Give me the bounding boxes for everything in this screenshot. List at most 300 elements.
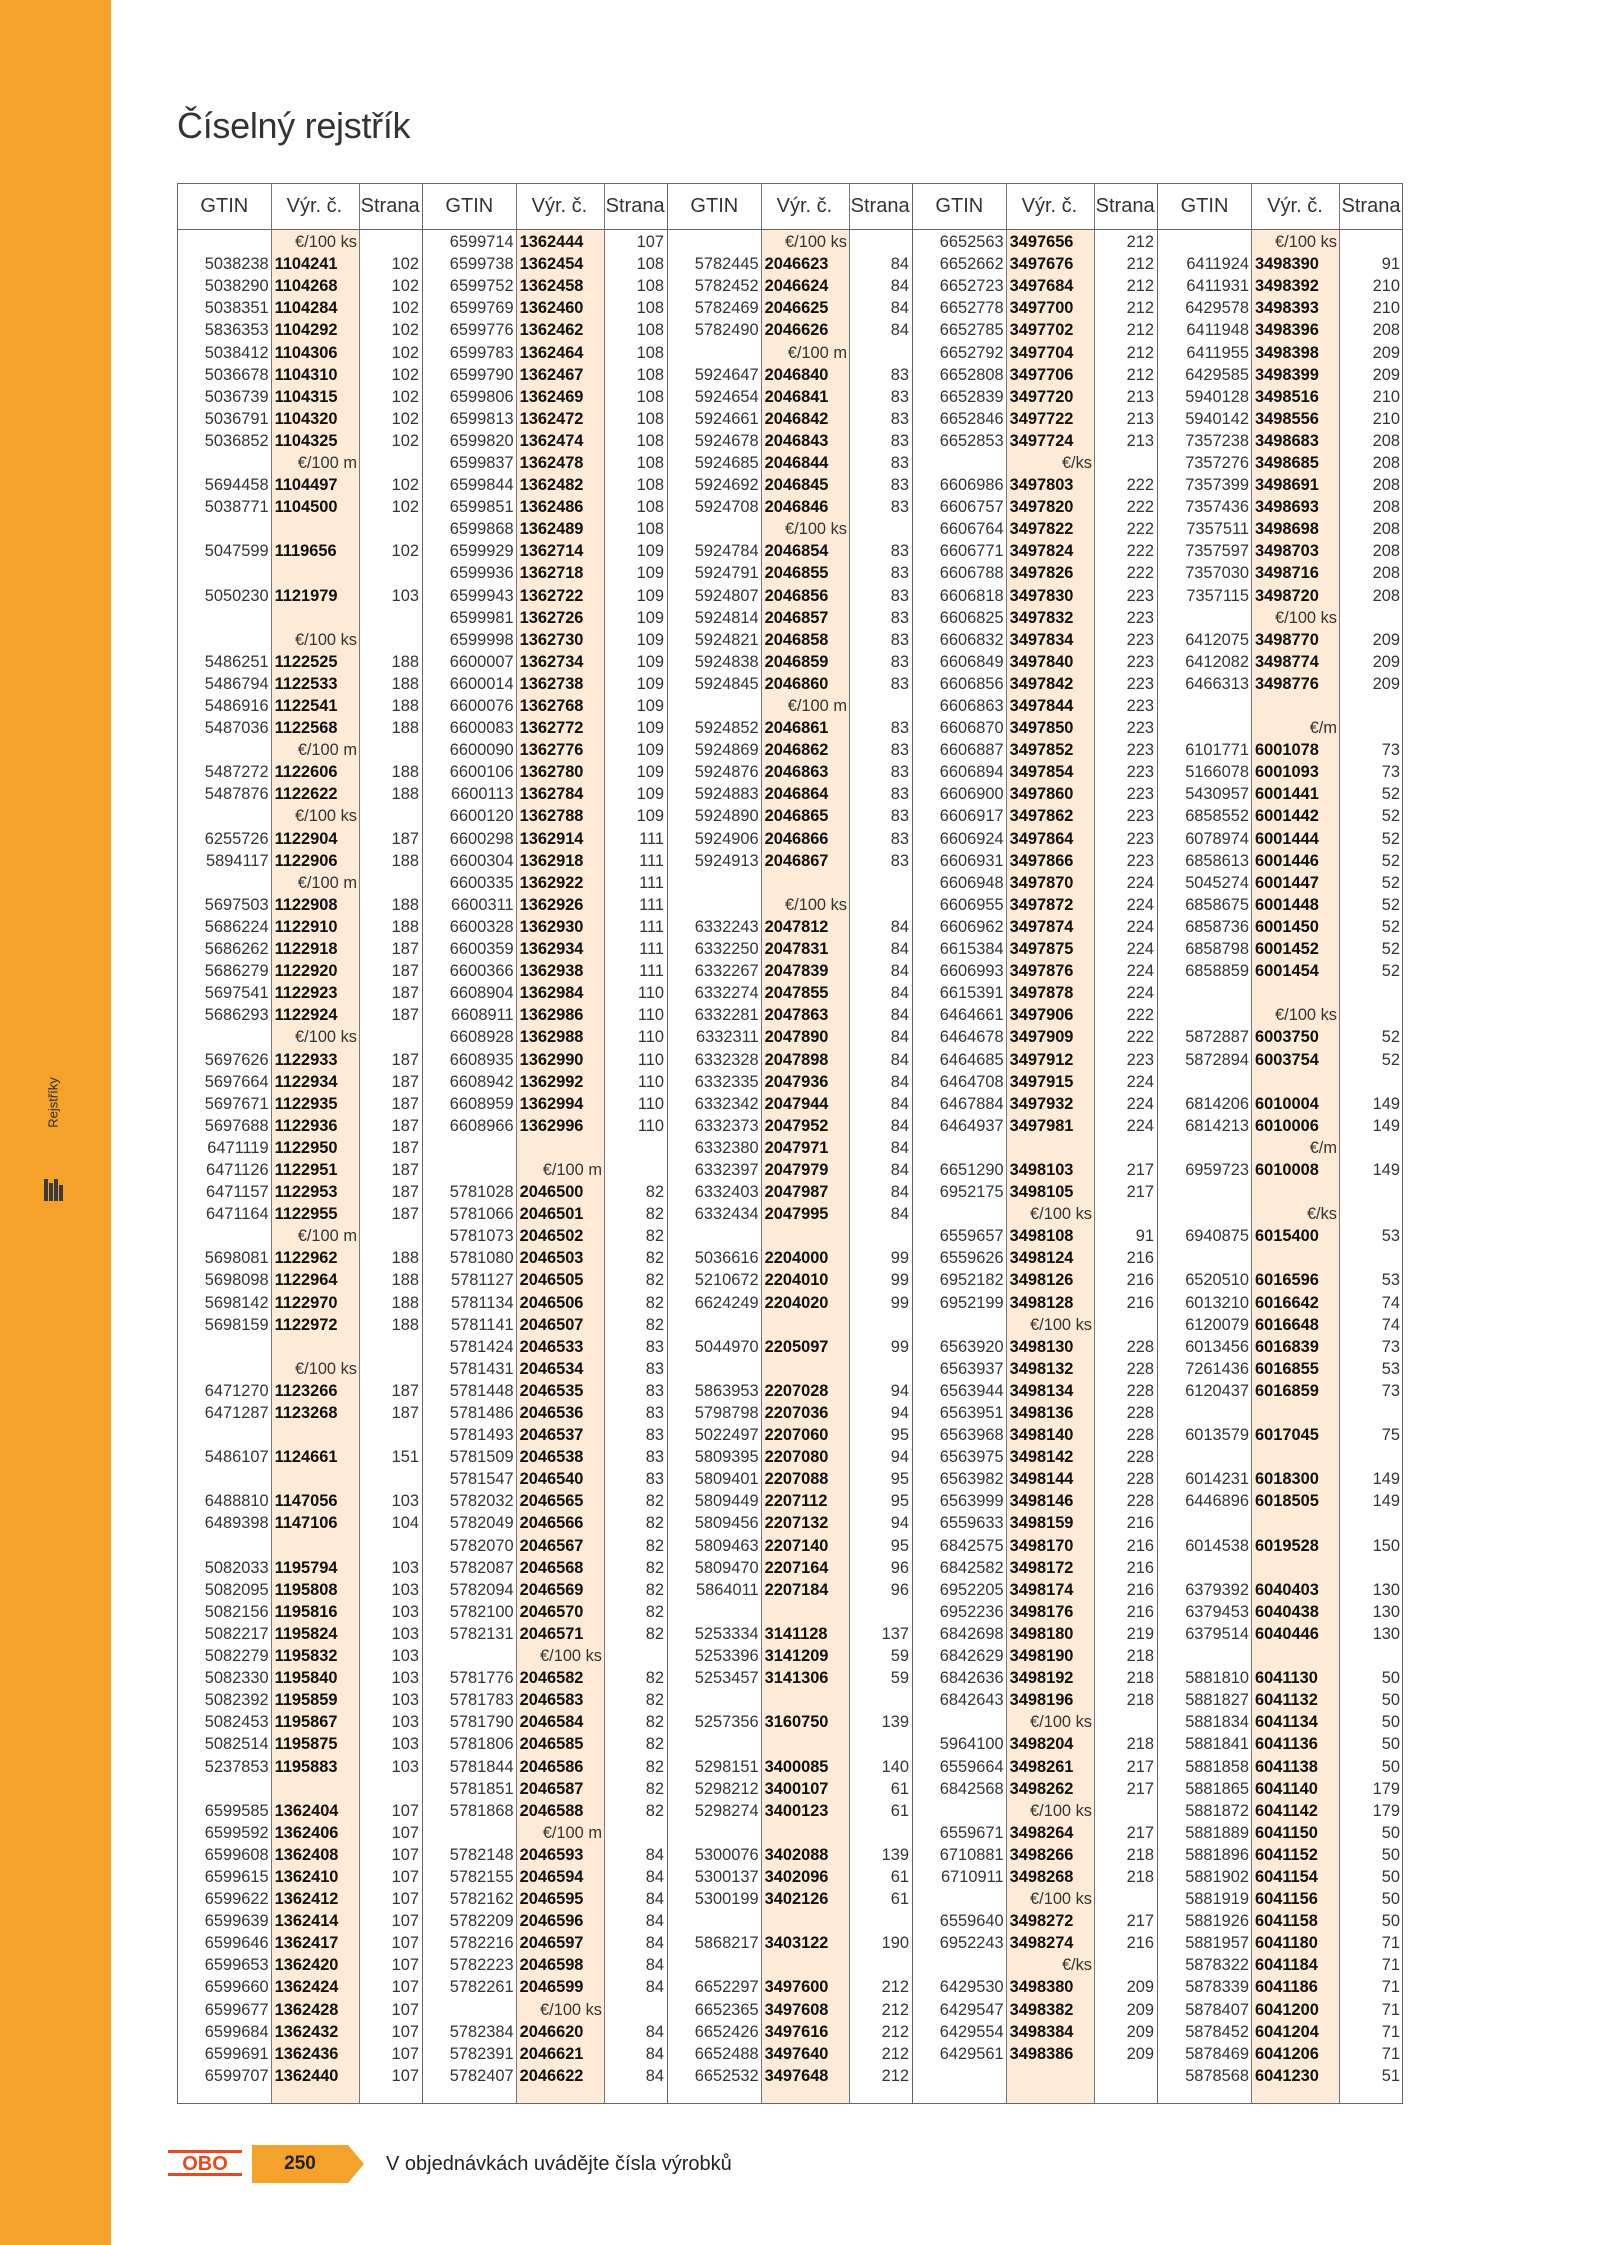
page-ref: 217 bbox=[1126, 1779, 1154, 1798]
product-number: 1362464 bbox=[519, 343, 584, 362]
table-row bbox=[913, 828, 1157, 850]
table-row bbox=[668, 386, 912, 408]
gtin-code: 6652778 bbox=[939, 299, 1004, 318]
table-row bbox=[423, 1402, 667, 1424]
gtin-code: 5036791 bbox=[204, 409, 269, 428]
page-ref: 84 bbox=[645, 2044, 664, 2063]
page-ref: 84 bbox=[890, 1072, 909, 1091]
page-ref: 111 bbox=[639, 873, 664, 892]
gtin-code: 5781509 bbox=[449, 1448, 514, 1467]
unit-row bbox=[1158, 1203, 1403, 1225]
gtin-code: 6559640 bbox=[939, 1912, 1004, 1931]
index-column bbox=[423, 184, 668, 2103]
product-number: 1122950 bbox=[274, 1138, 338, 1157]
header-product-number: Výr. č. bbox=[776, 195, 833, 217]
table-row bbox=[913, 275, 1157, 297]
gtin-code: 7357597 bbox=[1185, 542, 1249, 561]
product-number: 3497870 bbox=[1009, 873, 1074, 892]
table-row bbox=[423, 1512, 667, 1534]
table-row bbox=[913, 518, 1157, 540]
product-number: 3497844 bbox=[1009, 697, 1074, 716]
page-ref: 61 bbox=[890, 1867, 909, 1886]
table-row bbox=[1158, 960, 1403, 982]
header-page: Strana bbox=[850, 195, 910, 217]
table-row bbox=[913, 1778, 1157, 1800]
page-ref: 224 bbox=[1126, 917, 1154, 936]
product-number: 1362768 bbox=[519, 697, 584, 716]
page-ref: 107 bbox=[391, 2000, 419, 2019]
gtin-code: 5924906 bbox=[694, 829, 759, 848]
gtin-code: 5924869 bbox=[694, 741, 759, 760]
table-row bbox=[423, 386, 667, 408]
page-ref: 84 bbox=[890, 1183, 909, 1202]
page-ref: 52 bbox=[1381, 851, 1400, 870]
gtin-code: 5809456 bbox=[694, 1514, 759, 1533]
page-ref: 73 bbox=[1381, 763, 1400, 782]
gtin-code: 6599837 bbox=[449, 453, 514, 472]
page-ref: 50 bbox=[1381, 1691, 1400, 1710]
product-number: 3497702 bbox=[1009, 321, 1074, 340]
product-number: 1362406 bbox=[274, 1823, 339, 1842]
page-ref: 188 bbox=[391, 785, 419, 804]
table-row bbox=[423, 1623, 667, 1645]
logo-text: OBO bbox=[182, 2153, 228, 2175]
product-number: 1122533 bbox=[274, 674, 338, 693]
product-number: 6001093 bbox=[1255, 763, 1319, 782]
product-number: 1147106 bbox=[274, 1514, 338, 1533]
page-ref: 223 bbox=[1126, 674, 1154, 693]
product-number: 3498556 bbox=[1255, 409, 1319, 428]
page-ref: 108 bbox=[636, 520, 664, 539]
table-row bbox=[1158, 1866, 1403, 1888]
gtin-code: 5881902 bbox=[1185, 1867, 1249, 1886]
product-number: 6041184 bbox=[1255, 1956, 1318, 1975]
table-row bbox=[668, 364, 912, 386]
table-row bbox=[1158, 562, 1403, 584]
spacer-row bbox=[178, 1336, 422, 1358]
gtin-code: 6952175 bbox=[939, 1183, 1004, 1202]
page-ref: 187 bbox=[391, 1138, 419, 1157]
gtin-code: 6520510 bbox=[1185, 1271, 1249, 1290]
page-ref: 218 bbox=[1126, 1647, 1154, 1666]
page-number-box bbox=[252, 2145, 364, 2183]
price-unit: €/100 ks bbox=[785, 233, 847, 252]
table-row bbox=[178, 651, 422, 673]
product-number: 2046845 bbox=[764, 476, 829, 495]
product-number: 3498144 bbox=[1009, 1470, 1074, 1489]
product-number: 1195832 bbox=[274, 1647, 338, 1666]
product-number: 6041152 bbox=[1255, 1845, 1318, 1864]
gtin-code: 5082217 bbox=[204, 1624, 269, 1643]
table-row bbox=[668, 938, 912, 960]
table-row bbox=[178, 1999, 422, 2021]
gtin-code: 5082279 bbox=[204, 1647, 269, 1666]
table-row bbox=[423, 695, 667, 717]
table-row bbox=[178, 1844, 422, 1866]
gtin-code: 5872894 bbox=[1185, 1050, 1249, 1069]
table-row bbox=[178, 1711, 422, 1733]
page-ref: 52 bbox=[1381, 785, 1400, 804]
page-ref: 83 bbox=[890, 586, 909, 605]
page-ref: 212 bbox=[1126, 343, 1154, 362]
gtin-code: 5022497 bbox=[694, 1426, 759, 1445]
gtin-code: 6842698 bbox=[939, 1624, 1004, 1643]
table-row bbox=[913, 717, 1157, 739]
gtin-code: 5881810 bbox=[1185, 1669, 1249, 1688]
product-number: 3497850 bbox=[1009, 719, 1074, 738]
table-row bbox=[423, 982, 667, 1004]
product-number: 3498262 bbox=[1009, 1779, 1074, 1798]
table-row bbox=[668, 1159, 912, 1181]
gtin-code: 6600014 bbox=[449, 674, 514, 693]
gtin-code: 5082453 bbox=[204, 1713, 269, 1732]
gtin-code: 6078974 bbox=[1185, 829, 1249, 848]
gtin-code: 5924852 bbox=[694, 719, 759, 738]
gtin-code: 6606757 bbox=[939, 498, 1004, 517]
gtin-code: 6599813 bbox=[449, 409, 514, 428]
product-number: 2046594 bbox=[519, 1867, 584, 1886]
gtin-code: 5881957 bbox=[1185, 1934, 1249, 1953]
page-ref: 209 bbox=[1126, 1978, 1154, 1997]
table-row bbox=[668, 1800, 912, 1822]
table-row bbox=[423, 1888, 667, 1910]
gtin-code: 6332434 bbox=[694, 1205, 759, 1224]
gtin-code: 5781066 bbox=[449, 1205, 514, 1224]
unit-row bbox=[668, 341, 912, 363]
gtin-code: 5781790 bbox=[449, 1713, 514, 1732]
table-row bbox=[423, 1071, 667, 1093]
product-number: 3498390 bbox=[1255, 255, 1319, 274]
page-ref: 110 bbox=[637, 1028, 664, 1047]
table-row bbox=[668, 1866, 912, 1888]
page-ref: 223 bbox=[1126, 807, 1154, 826]
gtin-code: 5924876 bbox=[694, 763, 759, 782]
gtin-code: 6599929 bbox=[449, 542, 514, 561]
product-number: 2207080 bbox=[764, 1448, 829, 1467]
gtin-code: 5782094 bbox=[449, 1580, 514, 1599]
product-number: 1122936 bbox=[274, 1116, 338, 1135]
page-ref: 223 bbox=[1126, 608, 1154, 627]
table-row bbox=[913, 1468, 1157, 1490]
page-ref: 103 bbox=[391, 1580, 419, 1599]
page-ref: 107 bbox=[391, 1978, 419, 1997]
product-number: 2207164 bbox=[764, 1558, 829, 1577]
spacer-row bbox=[1158, 1071, 1403, 1093]
table-row bbox=[178, 386, 422, 408]
product-number: 1362930 bbox=[519, 917, 584, 936]
gtin-code: 6599752 bbox=[449, 277, 514, 296]
page-ref: 50 bbox=[1381, 1867, 1400, 1886]
product-number: 2207028 bbox=[764, 1381, 829, 1400]
page-ref: 84 bbox=[890, 1028, 909, 1047]
table-row bbox=[178, 894, 422, 916]
page-ref: 103 bbox=[391, 1624, 419, 1643]
table-row bbox=[423, 1336, 667, 1358]
unit-row bbox=[423, 1159, 667, 1181]
product-number: 2046596 bbox=[519, 1912, 584, 1931]
spacer-row bbox=[668, 1733, 912, 1755]
table-row bbox=[913, 916, 1157, 938]
product-number: 3497826 bbox=[1009, 564, 1074, 583]
page-ref: 82 bbox=[645, 1757, 664, 1776]
product-number: 1147056 bbox=[274, 1492, 338, 1511]
table-row bbox=[178, 297, 422, 319]
table-row bbox=[423, 1711, 667, 1733]
price-unit: €/ks bbox=[1061, 1956, 1092, 1975]
product-number: 1122951 bbox=[274, 1160, 338, 1179]
page-ref: 91 bbox=[1381, 255, 1400, 274]
page-ref: 84 bbox=[645, 2066, 664, 2085]
table-row bbox=[178, 1645, 422, 1667]
page-ref: 103 bbox=[391, 1691, 419, 1710]
table-row bbox=[913, 408, 1157, 430]
table-row bbox=[423, 673, 667, 695]
product-number: 2046586 bbox=[519, 1757, 584, 1776]
gtin-code: 6379453 bbox=[1185, 1602, 1249, 1621]
gtin-code: 6608911 bbox=[451, 1006, 514, 1025]
table-row bbox=[913, 1292, 1157, 1314]
table-row bbox=[178, 761, 422, 783]
table-row bbox=[178, 496, 422, 518]
page-ref: 149 bbox=[1372, 1492, 1400, 1511]
product-number: 1362404 bbox=[274, 1801, 339, 1820]
product-number: 3497876 bbox=[1009, 962, 1074, 981]
gtin-code: 6599943 bbox=[449, 586, 514, 605]
table-row bbox=[178, 695, 422, 717]
page-ref: 83 bbox=[890, 674, 909, 693]
page-ref: 84 bbox=[645, 1978, 664, 1997]
table-row bbox=[668, 1490, 912, 1512]
table-row bbox=[668, 496, 912, 518]
gtin-code: 5924654 bbox=[694, 387, 759, 406]
page-ref: 84 bbox=[890, 940, 909, 959]
product-number: 2046865 bbox=[764, 807, 829, 826]
gtin-code: 6599769 bbox=[449, 299, 514, 318]
gtin-code: 5781127 bbox=[451, 1271, 514, 1290]
table-row bbox=[913, 1932, 1157, 1954]
product-number: 1362489 bbox=[519, 520, 584, 539]
product-number: 2046538 bbox=[519, 1448, 584, 1467]
product-number: 6018300 bbox=[1255, 1470, 1319, 1489]
table-row bbox=[668, 1711, 912, 1733]
table-row bbox=[668, 297, 912, 319]
product-number: 6041154 bbox=[1255, 1867, 1318, 1886]
product-number: 1195883 bbox=[274, 1757, 338, 1776]
product-number: 1362988 bbox=[519, 1028, 584, 1047]
table-row bbox=[668, 408, 912, 430]
gtin-code: 5878452 bbox=[1185, 2022, 1249, 2041]
product-number: 2046537 bbox=[519, 1426, 584, 1445]
product-number: 1122525 bbox=[274, 652, 338, 671]
page-ref: 108 bbox=[636, 255, 664, 274]
table-row bbox=[913, 474, 1157, 496]
gtin-code: 6606900 bbox=[939, 785, 1004, 804]
price-unit: €/100 m bbox=[297, 1227, 357, 1246]
gtin-code: 5782162 bbox=[449, 1890, 514, 1909]
page-ref: 218 bbox=[1126, 1669, 1154, 1688]
table-row bbox=[913, 695, 1157, 717]
table-row bbox=[423, 1557, 667, 1579]
page-ref: 109 bbox=[636, 763, 664, 782]
gtin-code: 6013456 bbox=[1185, 1337, 1249, 1356]
page-ref: 217 bbox=[1126, 1183, 1154, 1202]
index-column bbox=[178, 184, 423, 2103]
gtin-code: 5082156 bbox=[204, 1602, 269, 1621]
product-number: 2047855 bbox=[764, 984, 829, 1003]
product-number: 2047944 bbox=[764, 1094, 829, 1113]
page-ref: 107 bbox=[391, 2066, 419, 2085]
gtin-code: 5782216 bbox=[449, 1934, 514, 1953]
page-ref: 74 bbox=[1381, 1315, 1400, 1334]
gtin-code: 5697626 bbox=[204, 1050, 269, 1069]
gtin-code: 6600007 bbox=[449, 652, 514, 671]
page-ref: 71 bbox=[1381, 1934, 1400, 1953]
page-ref: 228 bbox=[1126, 1359, 1154, 1378]
product-number: 3498703 bbox=[1255, 542, 1319, 561]
gtin-code: 6471270 bbox=[204, 1381, 269, 1400]
gtin-code: 6599639 bbox=[204, 1912, 269, 1931]
product-number: 1362772 bbox=[519, 719, 584, 738]
table-row bbox=[178, 1203, 422, 1225]
gtin-code: 5487876 bbox=[204, 785, 269, 804]
gtin-code: 6606924 bbox=[939, 829, 1004, 848]
page-ref: 222 bbox=[1126, 1028, 1154, 1047]
page-ref: 107 bbox=[391, 1934, 419, 1953]
product-number: 3141306 bbox=[764, 1669, 829, 1688]
table-row bbox=[178, 938, 422, 960]
unit-row bbox=[668, 231, 912, 253]
gtin-code: 6599714 bbox=[449, 233, 514, 252]
product-number: 1362738 bbox=[519, 674, 584, 693]
product-number: 3498176 bbox=[1009, 1602, 1074, 1621]
page-ref: 109 bbox=[636, 564, 664, 583]
spacer-row bbox=[668, 1225, 912, 1247]
table-row bbox=[1158, 1269, 1403, 1291]
table-row bbox=[668, 1336, 912, 1358]
table-row bbox=[178, 916, 422, 938]
header-gtin: GTIN bbox=[690, 195, 739, 217]
gtin-code: 6599851 bbox=[449, 498, 514, 517]
gtin-code: 5781448 bbox=[449, 1381, 514, 1400]
gtin-code: 6606917 bbox=[939, 807, 1004, 826]
table-row bbox=[423, 452, 667, 474]
gtin-code: 6608959 bbox=[449, 1094, 514, 1113]
table-row bbox=[1158, 1380, 1403, 1402]
product-number: 3497932 bbox=[1009, 1094, 1074, 1113]
page-ref: 73 bbox=[1381, 1337, 1400, 1356]
page-ref: 83 bbox=[645, 1359, 664, 1378]
table-row bbox=[913, 938, 1157, 960]
page-ref: 102 bbox=[391, 321, 419, 340]
gtin-code: 5782032 bbox=[449, 1492, 514, 1511]
product-number: 1122541 bbox=[274, 697, 338, 716]
gtin-code: 5881896 bbox=[1185, 1845, 1249, 1864]
product-number: 1104315 bbox=[274, 387, 338, 406]
table-row bbox=[913, 850, 1157, 872]
price-unit: €/m bbox=[1309, 719, 1337, 738]
table-row bbox=[913, 629, 1157, 651]
product-number: 3497981 bbox=[1009, 1116, 1074, 1135]
table-row bbox=[178, 585, 422, 607]
product-number: 1122606 bbox=[274, 763, 338, 782]
page-ref: 212 bbox=[1126, 365, 1154, 384]
gtin-code: 6563937 bbox=[939, 1359, 1004, 1378]
table-row bbox=[1158, 1689, 1403, 1711]
gtin-code: 5881841 bbox=[1185, 1735, 1249, 1754]
table-row bbox=[178, 1667, 422, 1689]
table-row bbox=[178, 341, 422, 363]
product-number: 1362482 bbox=[519, 476, 584, 495]
product-number: 1195794 bbox=[274, 1558, 338, 1577]
table-row bbox=[423, 474, 667, 496]
unit-row bbox=[178, 739, 422, 761]
table-row bbox=[423, 1380, 667, 1402]
column-header bbox=[423, 184, 667, 230]
product-number: 2046598 bbox=[519, 1956, 584, 1975]
product-number: 3498128 bbox=[1009, 1293, 1074, 1312]
product-number: 1362436 bbox=[274, 2044, 339, 2063]
column-header bbox=[913, 184, 1157, 230]
gtin-code: 5782452 bbox=[694, 277, 759, 296]
page-ref: 83 bbox=[890, 851, 909, 870]
page-ref: 50 bbox=[1381, 1912, 1400, 1931]
gtin-code: 6858552 bbox=[1185, 807, 1249, 826]
page-ref: 223 bbox=[1126, 785, 1154, 804]
product-number: 2046844 bbox=[764, 453, 829, 472]
product-number: 6001078 bbox=[1255, 741, 1319, 760]
page-ref: 82 bbox=[645, 1669, 664, 1688]
gtin-code: 6600335 bbox=[449, 873, 514, 892]
page-ref: 224 bbox=[1126, 962, 1154, 981]
gtin-code: 5298212 bbox=[694, 1779, 759, 1798]
table-row bbox=[423, 1932, 667, 1954]
product-number: 1104284 bbox=[274, 299, 338, 318]
product-number: 1362412 bbox=[274, 1890, 339, 1909]
page-ref: 108 bbox=[636, 387, 664, 406]
product-number: 6041186 bbox=[1255, 1978, 1318, 1997]
product-number: 3498770 bbox=[1255, 630, 1319, 649]
table-row bbox=[913, 562, 1157, 584]
product-number: 1362472 bbox=[519, 409, 584, 428]
gtin-code: 6101771 bbox=[1185, 741, 1249, 760]
table-row bbox=[178, 253, 422, 275]
page-ref: 51 bbox=[1381, 2066, 1400, 2085]
page-ref: 84 bbox=[645, 1956, 664, 1975]
price-unit: €/m bbox=[1309, 1138, 1337, 1157]
page-ref: 210 bbox=[1372, 409, 1400, 428]
gtin-code: 6599592 bbox=[204, 1823, 269, 1842]
page-ref: 50 bbox=[1381, 1669, 1400, 1688]
gtin-code: 5082330 bbox=[204, 1669, 269, 1688]
page-ref: 50 bbox=[1381, 1845, 1400, 1864]
product-number: 3498272 bbox=[1009, 1912, 1074, 1931]
page-ref: 82 bbox=[645, 1779, 664, 1798]
page-ref: 84 bbox=[890, 1006, 909, 1025]
table-row bbox=[178, 960, 422, 982]
product-number: 1122924 bbox=[274, 1006, 338, 1025]
product-number: 6001441 bbox=[1255, 785, 1319, 804]
table-row bbox=[1158, 1976, 1403, 1998]
gtin-code: 6411924 bbox=[1186, 255, 1249, 274]
page-ref: 53 bbox=[1381, 1271, 1400, 1290]
gtin-code: 5782148 bbox=[449, 1845, 514, 1864]
gtin-code: 6599981 bbox=[449, 608, 514, 627]
product-number: 3498516 bbox=[1255, 387, 1319, 406]
product-number: 3497656 bbox=[1009, 233, 1074, 252]
table-row bbox=[913, 1048, 1157, 1070]
page-ref: 102 bbox=[391, 343, 419, 362]
product-number: 6041158 bbox=[1255, 1912, 1318, 1931]
